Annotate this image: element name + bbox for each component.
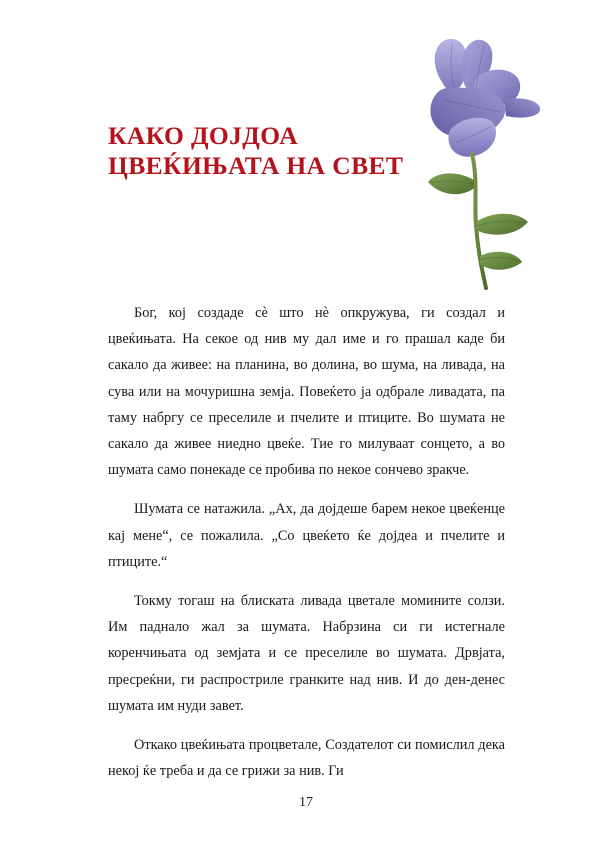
title-line-1: КАКО ДОЈДОА bbox=[108, 121, 299, 151]
violet-flower-illustration bbox=[400, 30, 570, 295]
page-title bbox=[108, 121, 408, 181]
page-number: 17 bbox=[299, 795, 313, 810]
title-line-2: ЦВЕЌИЊАТА НА СВЕТ bbox=[108, 151, 404, 181]
paragraph: Откако цвеќињата процветале, Создателот си помислил дека некој ќе треба и да се грижи за нив. Ги bbox=[108, 737, 505, 780]
body-text bbox=[108, 300, 505, 784]
paragraph: Шумата се натажила. „Ах, да дојдеше барем некое цвеќенце кај мене“, се пожалила. „Со цвеќето ќе дојдеа и пчелите и птиците.“ bbox=[108, 501, 505, 570]
paragraph: Бог, кој создаде сѐ што нѐ опкружува, ги создал и цвеќињата. На секое од нив му дал име и го прашал каде би сакало да живее: на планина, во долина, во шума, на ливада, на сува или на мочуришна земја. Повеќето ја одбрале ливадата, па таму набргу се преселиле и пчелите и птиците. Во шумата не сакало да живее ниедно цвеќе. Тие го милуваат сонцето, а во шумата само понекаде се пробива по некое сончево зракче. bbox=[108, 305, 505, 479]
paragraph: Токму тогаш на блиската ливада цветале моминитe солзи. Им паднало жал за шумата. Набрзина си ги истегнале коренчињата од земјата и се преселиле во шумата. Дрвјата, пресреќни, ги распростриле гранките над нив. И до ден-денес шумата им нуди завет. bbox=[108, 593, 505, 714]
